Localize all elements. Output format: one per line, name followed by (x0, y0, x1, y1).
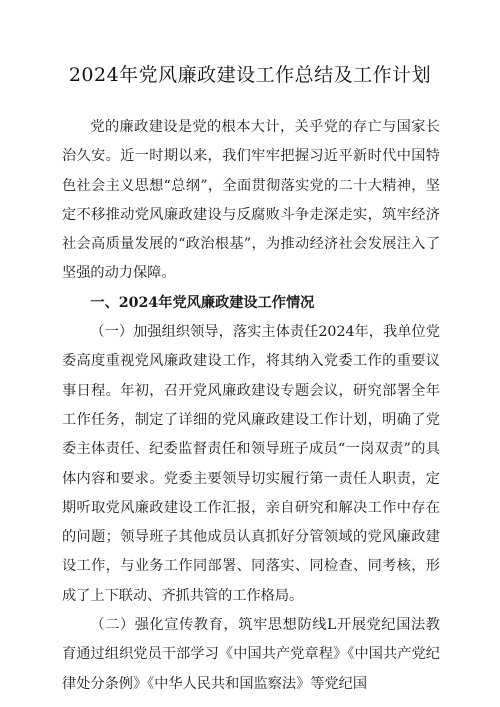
document-title: 2024年党风廉政建设工作总结及工作计划 (68, 64, 432, 86)
paragraph: （一）加强组织领导，落实主体责任2024年，我单位党委高度重视党风廉政建设工作，将其纳入党委工作的重要议事日程。年初，召开党风廉政建设专题会议，研究部署全年工作任务，制定了详细的党风廉政建设工作计划，明确了党委主体责任、纪委监督责任和领导班子成员“一岗双责”的具体内容和要求。党委主要领导切实履行第一责任人职责，定期听取党风廉政建设工作汇报，亲自研究和解决工作中存在的问题；领导班子其他成员认真抓好分管领域的党风廉政建设工作，与业务工作同部署、同落实、同检查、同考核，形成了上下联动、齐抓共管的工作格局。 (62, 324, 440, 604)
paragraph: （二）强化宣传教育，筑牢思想防线L开展党纪国法教育通过组织党员干部学习《中国共产党章程》《中国共产党纪律处分条例》《中华人民共和国监察法》等党纪国 (62, 617, 440, 692)
intro-paragraph: 党的廉政建设是党的根本大计，关乎党的存亡与国家长治久安。近一时期以来，我们牢牢把握习近平新时代中国特色社会主义思想“总纲”，全面贯彻落实党的二十大精神，坚定不移推动党风廉政建设与反腐败斗争走深走实，筑牢经济社会高质量发展的“政治根基”，为推动经济社会发展注入了坚强的动力保障。 (62, 119, 440, 282)
section-heading: 一、2024年党风廉政建设工作情况 (90, 294, 315, 311)
document-body (62, 113, 440, 699)
